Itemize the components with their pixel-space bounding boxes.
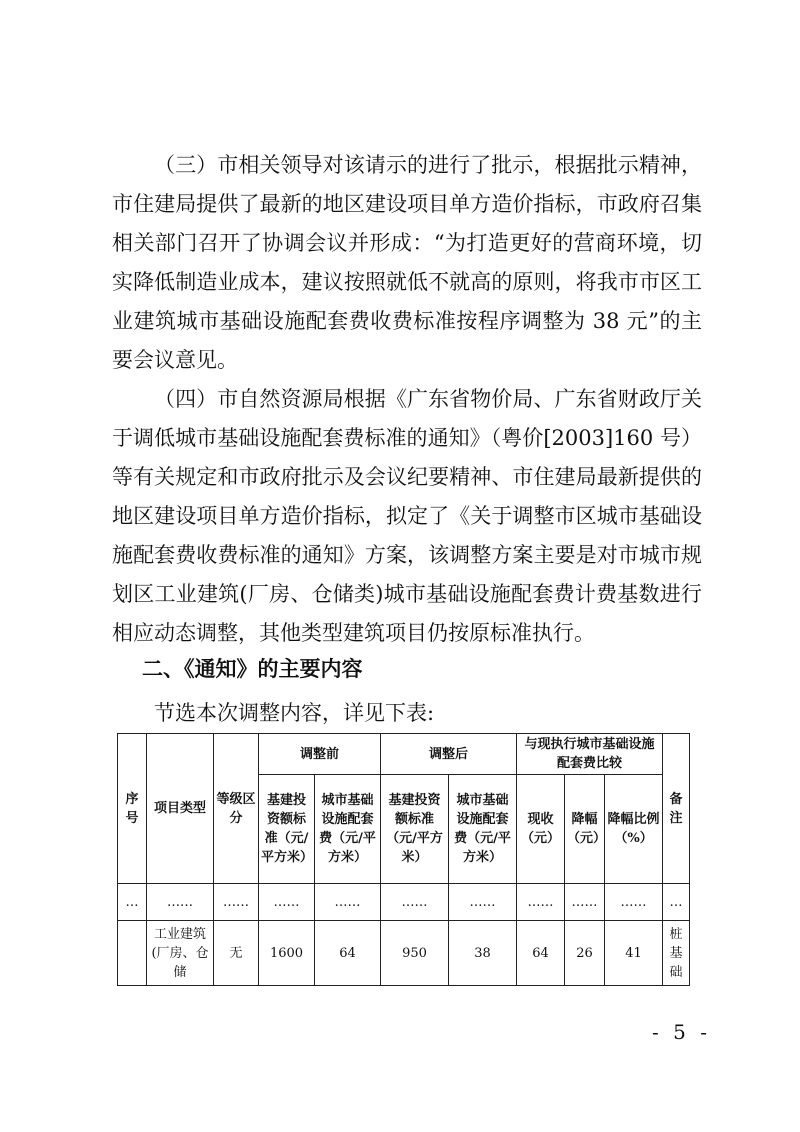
cell-reduction: 26 xyxy=(565,921,605,986)
cell-seq xyxy=(118,921,147,986)
cell-before-base: 1600 xyxy=(259,921,315,986)
table-intro: 节选本次调整内容，详见下表: xyxy=(154,701,435,725)
fee-adjustment-table xyxy=(117,733,690,986)
header-compare: 与现执行城市基础设施配套费比较 xyxy=(517,734,663,775)
header-reduction-pct: 降幅比例（%） xyxy=(605,775,663,884)
cell-after-base: 950 xyxy=(381,921,449,986)
paragraph-three: （三）市相关领导对该请示的进行了批示，根据批示精神，市住建局提供了最新的地区建设项目单方造价指标，市政府召集相关部门召开了协调会议并形成：“为打造更好的营商环境，切实降低制造业成本，建议按照就低不就高的原则，将我市市区工业建筑城市基础设施配套费收费标准按程序调整为 38 元”的主要会议意见。 xyxy=(112,153,702,372)
paragraph-four: （四）市自然资源局根据《广东省物价局、广东省财政厅关于调低城市基础设施配套费标准的通知》（粤价[2003]160 号）等有关规定和市政府批示及会议纪要精神、市住建局最新提供的地区建设项目单方造价指标，拟定了《关于调整市区城市基础设施配套费收费标准的通知》方案，该调整方案主要是对市城市规划区工业建筑(厂房、仓储类)城市基础设施配套费计费基数进行相应动态调整，其他类型建筑项目仍按原标准执行。 xyxy=(112,387,702,645)
cell-type: 工业建筑(厂房、仓储 xyxy=(147,921,214,986)
table-row xyxy=(118,921,690,986)
table-row xyxy=(118,884,690,921)
header-before-fee: 城市基础设施配套费（元/平方米） xyxy=(315,775,381,884)
header-before-base: 基建投资额标准（元/平方米） xyxy=(259,775,315,884)
table-header-row xyxy=(118,734,690,775)
cell: … xyxy=(118,884,147,921)
cell-before-fee: 64 xyxy=(315,921,381,986)
header-before: 调整前 xyxy=(259,734,381,775)
header-reduction: 降幅（元） xyxy=(565,775,605,884)
cell: …… xyxy=(381,884,449,921)
header-grade: 等级区分 xyxy=(214,734,259,884)
page-number: - 5 - xyxy=(652,1020,711,1044)
header-after-base: 基建投资额标准（元/平方米） xyxy=(381,775,449,884)
cell-note: 桩基础 xyxy=(663,921,690,986)
header-after-fee: 城市基础设施配套费（元/平方米） xyxy=(449,775,517,884)
header-current: 现收（元） xyxy=(517,775,565,884)
cell: …… xyxy=(214,884,259,921)
cell-grade: 无 xyxy=(214,921,259,986)
cell: …… xyxy=(605,884,663,921)
cell: …… xyxy=(517,884,565,921)
header-seq: 序号 xyxy=(118,734,147,884)
cell-reduction-pct: 41 xyxy=(605,921,663,986)
cell: …… xyxy=(565,884,605,921)
cell-current: 64 xyxy=(517,921,565,986)
cell: …… xyxy=(259,884,315,921)
cell: …… xyxy=(147,884,214,921)
section-heading: 二、《通知》的主要内容 xyxy=(142,657,363,681)
header-type: 项目类型 xyxy=(147,734,214,884)
cell: …… xyxy=(449,884,517,921)
header-after: 调整后 xyxy=(381,734,517,775)
cell-after-fee: 38 xyxy=(449,921,517,986)
cell: …… xyxy=(315,884,381,921)
header-note: 备注 xyxy=(663,734,690,884)
cell: … xyxy=(663,884,690,921)
